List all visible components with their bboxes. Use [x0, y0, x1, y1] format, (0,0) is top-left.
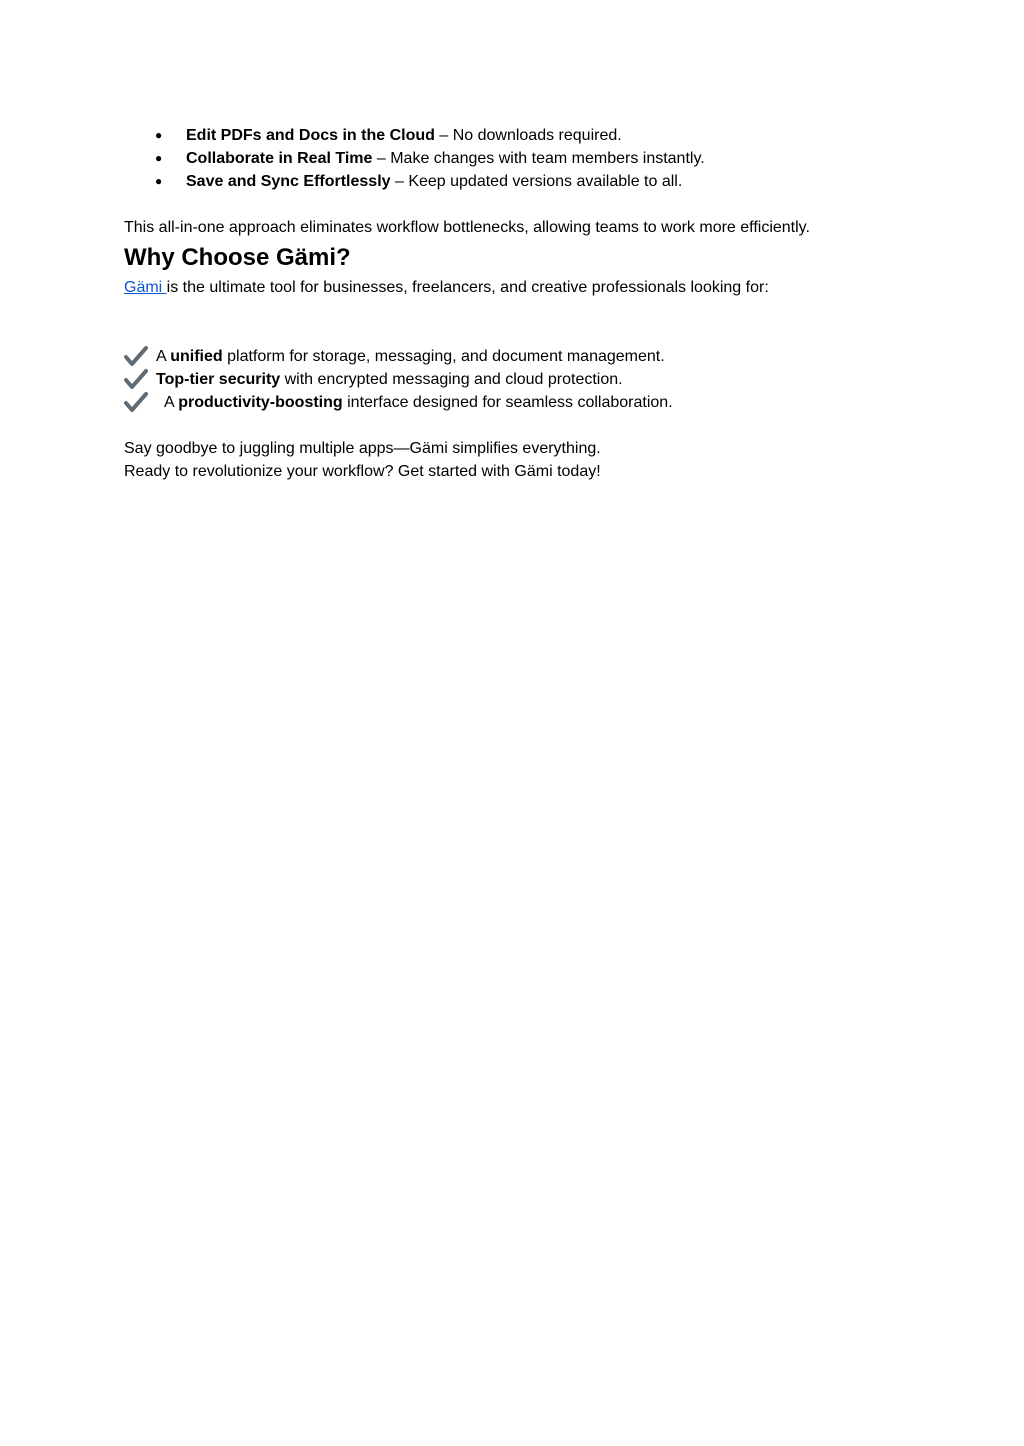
check-bold-text: productivity-boosting — [178, 394, 343, 411]
list-item — [124, 391, 904, 414]
intro-text: is the ultimate tool for businesses, freelancers, and creative professionals looking for: — [166, 279, 769, 296]
bullet-icon: ● — [155, 174, 163, 188]
bullet-bold-text: Edit PDFs and Docs in the Cloud — [186, 127, 435, 144]
list-item — [124, 345, 904, 368]
feature-bullet-list — [124, 124, 904, 193]
check-pre-text: A — [164, 394, 179, 411]
closing-line: Ready to revolutionize your workflow? Get started with Gämi today! — [124, 463, 601, 480]
spacer — [124, 322, 904, 345]
benefit-check-list — [124, 345, 904, 414]
list-item — [124, 147, 904, 170]
checkmark-icon — [124, 368, 148, 391]
document-content — [124, 124, 904, 483]
spacer — [124, 193, 904, 216]
bullet-text: – Keep updated versions available to all. — [390, 173, 683, 190]
bullet-bold-text: Collaborate in Real Time — [186, 150, 373, 167]
bullet-icon: ● — [155, 151, 163, 165]
checkmark-icon — [124, 391, 148, 414]
gami-link[interactable]: Gämi — [124, 279, 167, 296]
check-pre-text: A — [156, 348, 171, 365]
summary-paragraph: This all-in-one approach eliminates workflow bottlenecks, allowing teams to work more efficiently. — [124, 219, 810, 236]
spacer — [124, 299, 904, 322]
list-item — [124, 124, 904, 147]
list-item — [124, 368, 904, 391]
section-heading: Why Choose Gämi? — [124, 244, 351, 271]
closing-line: Say goodbye to juggling multiple apps—Gämi simplifies everything. — [124, 440, 601, 457]
list-item — [124, 170, 904, 193]
check-post-text: platform for storage, messaging, and document management. — [222, 348, 665, 365]
check-post-text: with encrypted messaging and cloud protection. — [280, 371, 623, 388]
bullet-text: – Make changes with team members instantly. — [372, 150, 705, 167]
check-bold-text: unified — [170, 348, 223, 365]
check-post-text: interface designed for seamless collaboration. — [342, 394, 673, 411]
bullet-text: – No downloads required. — [434, 127, 622, 144]
spacer — [124, 414, 904, 437]
check-bold-text: Top-tier security — [156, 371, 281, 388]
bullet-bold-text: Save and Sync Effortlessly — [186, 173, 391, 190]
intro-paragraph — [124, 276, 904, 299]
checkmark-icon — [124, 345, 148, 368]
bullet-icon: ● — [155, 128, 163, 142]
